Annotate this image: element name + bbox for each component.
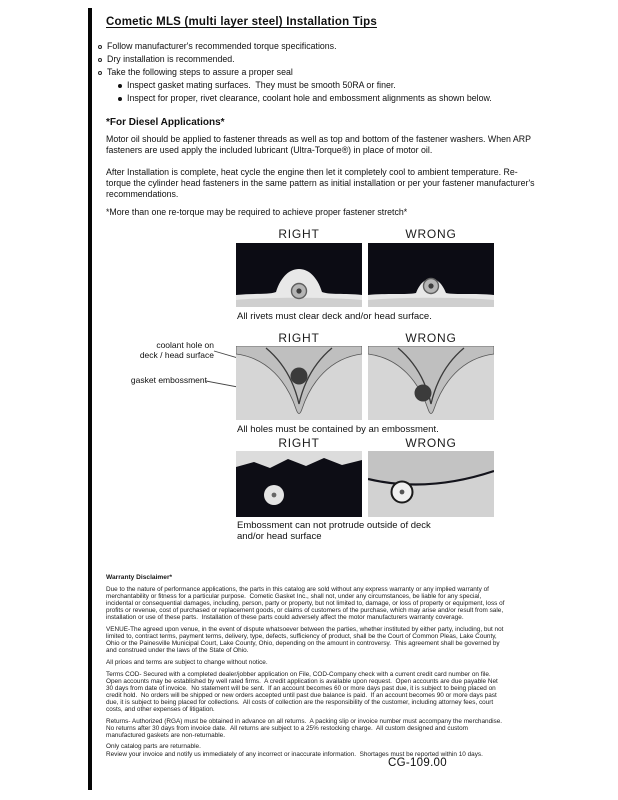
row2-right-label: RIGHT bbox=[278, 331, 320, 345]
tip-text: Inspect gasket mating surfaces. They must be smooth 50RA or finer. bbox=[127, 80, 396, 90]
install-tips-list bbox=[98, 40, 528, 105]
row1-wrong-label: WRONG bbox=[405, 227, 457, 241]
row3-wrong-label: WRONG bbox=[405, 436, 457, 450]
row2-wrong-label: WRONG bbox=[405, 331, 457, 345]
embossment-protrude-right-diagram bbox=[236, 451, 362, 517]
row3-caption: Embossment can not protrude outside of deck and/or head surface bbox=[237, 520, 431, 542]
circle-bullet-icon bbox=[98, 58, 102, 62]
row1-caption: All rivets must clear deck and/or head surface. bbox=[237, 311, 432, 322]
row2-caption: All holes must be contained by an embossment. bbox=[237, 424, 439, 435]
diesel-applications-heading: *For Diesel Applications* bbox=[106, 117, 225, 128]
dot-bullet-icon bbox=[118, 97, 122, 101]
page-code: CG-109.00 bbox=[388, 757, 447, 769]
coolant-hole-label bbox=[128, 340, 214, 360]
row1-right-label: RIGHT bbox=[278, 227, 320, 241]
warranty-disclaimer-section bbox=[106, 574, 506, 763]
tip-text: Take the following steps to assure a proper seal bbox=[107, 67, 293, 77]
terms-cod-paragraph: Terms COD- Secured with a completed dealer/jobber application on File, COD-Company check with a current credit card number on file. Open accounts may be established by well rated firms. A credit application is available upon request. Open accounts are due payable Net 30 days from date of invoice. No statement will be sent. If an account becomes 60 or more days past due, it is subject to being placed on credit hold. No orders will be shipped or new orders accepted until past due balance is paid. If an account becomes 90 or more days past due, it is subject to being placed for collections. All costs of collection are the responsibility of the customer, including attorney fees, court costs, and other expenses of litigation. bbox=[106, 670, 500, 713]
row3-right-label: RIGHT bbox=[278, 436, 320, 450]
gasket-embossment-label: gasket embossment bbox=[130, 375, 207, 385]
tip-item bbox=[98, 53, 528, 66]
diesel-paragraph-2: After Installation is complete, heat cycle the engine then let it completely cool to ambient temperature. Re-torque the cylinder head fasteners in the same pattern as initial installation or per your fastener manufacturer's recommendations. bbox=[106, 167, 538, 200]
page-title: Cometic MLS (multi layer steel) Installation Tips bbox=[106, 16, 377, 28]
hole-embossment-wrong-diagram bbox=[368, 346, 494, 420]
coolant-hole-label-line2: deck / head surface bbox=[139, 350, 214, 360]
hole-embossment-right-diagram bbox=[236, 346, 362, 420]
tip-text: Follow manufacturer's recommended torque specifications. bbox=[107, 41, 337, 51]
prices-paragraph: All prices and terms are subject to change without notice. bbox=[106, 658, 268, 666]
rivet-clearance-right-diagram bbox=[236, 243, 362, 307]
embossment-protrude-wrong-diagram bbox=[368, 451, 494, 517]
tip-item bbox=[98, 40, 528, 53]
tip-sub-item bbox=[118, 79, 528, 92]
tip-text: Inspect for proper, rivet clearance, coolant hole and embossment alignments as shown below. bbox=[127, 93, 492, 103]
venue-paragraph: VENUE-The agreed upon venue, in the event of dispute whatsoever between the parties, whether instituted by either party, including, but not limited to, contract terms, payment terms, delivery, type, defects, sufficiency of product, shall be the Court of Common Pleas, Lake County, Ohio or the Painesville Municipal Court, Lake County, Ohio, depending on the amount in controversy. This agreement shall be governed by and construed under the laws of the State of Ohio. bbox=[106, 626, 506, 655]
dot-bullet-icon bbox=[118, 84, 122, 88]
retorque-note: *More than one re-torque may be required to achieve proper fastener stretch* bbox=[106, 207, 408, 217]
coolant-hole-label-line1: coolant hole on bbox=[156, 340, 214, 350]
page-edge-bar bbox=[88, 8, 92, 790]
tip-item bbox=[98, 66, 528, 79]
catalog-parts-line: Only catalog parts are returnable. bbox=[106, 743, 201, 751]
tip-text: Dry installation is recommended. bbox=[107, 54, 235, 64]
returns-paragraph: Returns- Authorized (RGA) must be obtained in advance on all returns. A packing slip or invoice number must accompany the merchandise. No returns after 30 days from invoice date. All returns are subject to a 25% restocking charge. All custom designed and custom manufactured gaskets are non-returnable. bbox=[106, 717, 506, 739]
rivet-clearance-wrong-diagram bbox=[368, 243, 494, 307]
diesel-paragraph-1: Motor oil should be applied to fastener threads as well as top and bottom of the fastener washers. When ARP fasteners are used apply the included lubricant (Ultra-Torque®) in place of motor oil. bbox=[106, 134, 534, 156]
circle-bullet-icon bbox=[98, 45, 102, 49]
circle-bullet-icon bbox=[98, 71, 102, 75]
warranty-heading: Warranty Disclaimer* bbox=[106, 574, 173, 581]
tip-sub-item bbox=[118, 92, 528, 105]
invoice-review-line: Review your invoice and notify us immediately of any incorrect or inaccurate information. Shortages must be reported within 10 days. bbox=[106, 751, 483, 759]
warranty-paragraph: Due to the nature of performance applications, the parts in this catalog are sold without any express warranty or any implied warranty of merchantability or fitness for a particular purpose. Cometic Gasket Inc., shall not, under any circumstances, be liable for any special, incidental or consequential damages, including, person, party or property, but not limited to, damage, or loss of property or equipment, loss of profits or revenue, cost of purchased or replacement goods, or claims of customers of the purchase, which may arise and/or result from sale, installation or use of these parts. Installation of these parts could adversely affect the motor manufacturers warranty coverage. bbox=[106, 586, 507, 622]
